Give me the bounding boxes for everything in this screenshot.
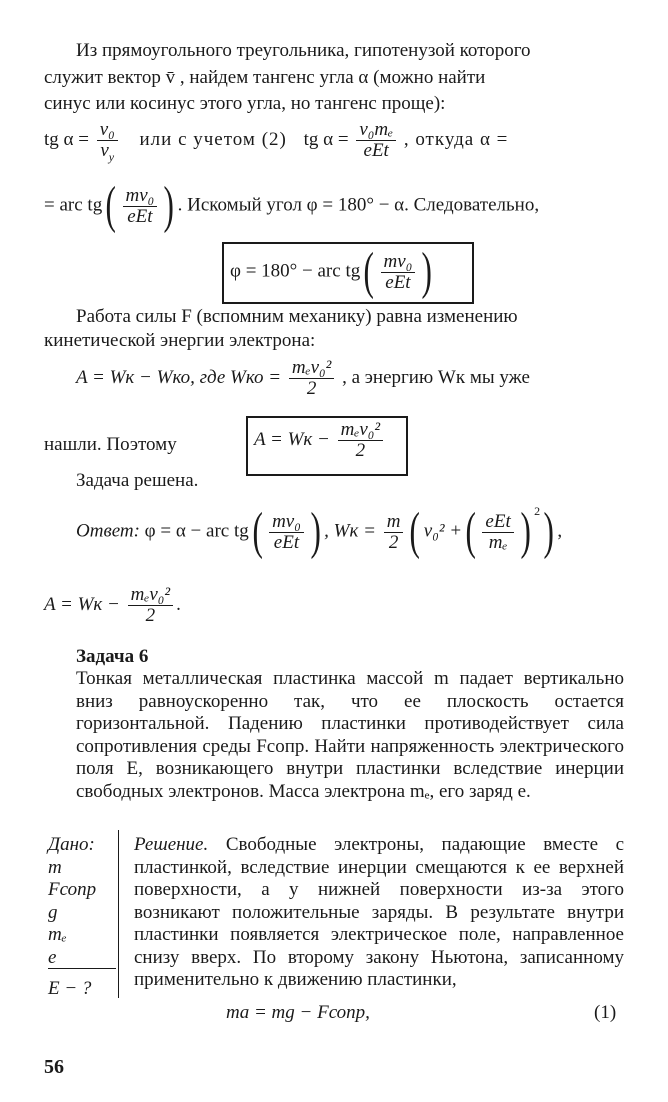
- given-separator: [118, 830, 119, 998]
- answer-den-2: 2: [384, 532, 404, 553]
- answer-end: ,: [557, 520, 563, 542]
- eq1-lhs-2: tg α =: [303, 128, 349, 150]
- boxed1-content: [230, 243, 436, 300]
- eq2-tail: . Искомый угол φ = 180° − α. Следовательно,: [177, 194, 540, 216]
- answer-fraction-2: [384, 512, 404, 553]
- given-item: mₑ: [48, 924, 67, 945]
- right-paren: ): [163, 177, 175, 234]
- equation-number: (1): [594, 1002, 617, 1023]
- answer-dot: .: [176, 593, 181, 615]
- eq4-content: [254, 420, 386, 461]
- left-paren: (: [363, 243, 375, 300]
- eq3-den: 2: [289, 378, 334, 399]
- given-item: m: [48, 856, 62, 878]
- solution-body: Свободные электроны, падающие вместе с пластинкой, вследствие инерции смещаются к ее верхней поверхности, а у нижней поверхности из-за этого возникают положительные заряды. В результате внутри пластинки появляется электрическое поле, направленное снизу вверх. По второму закону Ньютона, записанному применительно к движению пластинки,: [134, 834, 625, 990]
- answer-a: A = Wк −: [44, 593, 120, 615]
- eq3-lhs: A = Wк − Wко, где Wко =: [76, 366, 282, 388]
- work-line-1: Работа силы F (вспомним механику) равна изменению: [76, 306, 518, 327]
- eq1-fraction-2: [356, 120, 396, 161]
- eq4-fraction: [338, 420, 383, 461]
- eq3-num: mₑv₀²: [291, 357, 332, 378]
- eq4-lhs: A = Wк −: [254, 428, 330, 450]
- right-paren-big: ): [543, 503, 554, 560]
- right-paren: ): [421, 243, 433, 300]
- eq1-den-1: [97, 139, 118, 164]
- right-paren: ): [310, 503, 321, 560]
- task-solved-text: Задача решена.: [76, 470, 199, 491]
- solution-label: Решение.: [134, 834, 209, 855]
- given-item: Fсопр: [48, 879, 97, 900]
- answer-fraction-1: [269, 512, 304, 553]
- task-6-text: Тонкая металлическая пластинка массой m падает вертикально вниз равноускоренно так, что ее плоскость остается горизонтальной. Падению пластинки противодействует сила сопротивления среды Fсопр. Найти напряженность электрического поля E, возникающего внутри пластинки вследствие инерции свободных электронов. Масса электрона mₑ, его заряд e.: [76, 668, 624, 802]
- left-paren: (: [252, 503, 263, 560]
- solution-text: [134, 834, 624, 992]
- eq1-num-1: v₀: [99, 119, 115, 140]
- eq1-den-2: eEt: [356, 140, 396, 161]
- answer-fraction-3: [482, 512, 513, 553]
- eq1-lhs: tg α =: [44, 128, 89, 150]
- answer-den-3: mₑ: [482, 532, 513, 553]
- boxed1-num: mv₀: [383, 250, 413, 272]
- answer-num-2: m: [386, 510, 401, 532]
- answer-fraction-4: [128, 585, 173, 626]
- answer-label: Ответ:: [76, 520, 140, 542]
- given-item: e: [48, 946, 57, 968]
- eq1-mid-text: или с учетом (2): [139, 128, 287, 150]
- answer-work-line: [44, 585, 181, 626]
- boxed-angle-formula: [222, 242, 474, 304]
- answer-num-3: eEt: [485, 510, 511, 532]
- given-label: Дано:: [48, 834, 95, 855]
- eq1-num-2: v₀mₑ: [359, 119, 394, 140]
- given-divider: [48, 968, 116, 969]
- left-paren: (: [105, 177, 117, 234]
- equation-arctg: [44, 177, 540, 234]
- eq2-num: mv₀: [125, 184, 155, 206]
- work-line-2: кинетической энергии электрона:: [44, 330, 316, 351]
- eq4-den: 2: [338, 440, 383, 461]
- eq2-den: eEt: [123, 206, 158, 227]
- equation-tangent: [44, 119, 509, 164]
- answer-line: [76, 503, 563, 560]
- eq2-lhs: = arc tg: [44, 194, 103, 216]
- eq1-den-1-base: v: [100, 139, 109, 161]
- eq4-num: mₑv₀²: [340, 419, 381, 440]
- answer-den-1: eEt: [269, 532, 304, 553]
- eq3-fraction: [289, 358, 334, 399]
- eq2-fraction: [123, 186, 158, 227]
- answer-num-1: mv₀: [272, 510, 301, 532]
- boxed1-lhs: φ = 180° − arc tg: [230, 260, 361, 282]
- newton-equation: ma = mg − Fсопр,: [226, 1002, 370, 1023]
- eq3-tail: , а энергию Wк мы уже: [342, 366, 530, 388]
- given-block: [48, 834, 114, 969]
- given-find: E − ?: [48, 978, 92, 999]
- boxed1-den: eEt: [381, 272, 416, 293]
- eq1-fraction-1: [97, 119, 118, 164]
- answer-num-4: mₑv₀²: [130, 584, 171, 605]
- eq4-prefix: нашли. Поэтому: [44, 434, 177, 455]
- boxed1-fraction: [381, 252, 416, 293]
- intro-line-1: Из прямоугольного треугольника, гипотенузой которого: [76, 40, 531, 61]
- task-6-title: Задача 6: [76, 646, 149, 667]
- left-paren-big: (: [409, 503, 421, 560]
- eq1-tail: , откуда α =: [403, 128, 509, 150]
- left-paren-inner: (: [465, 503, 476, 560]
- equation-work: [76, 358, 530, 399]
- answer-w: , Wк =: [324, 520, 376, 542]
- intro-line-3: синус или косинус этого угла, но тангенс проще):: [44, 93, 446, 114]
- answer-den-4: 2: [128, 605, 173, 626]
- answer-phi: φ = α − arc tg: [144, 520, 249, 542]
- answer-square: 2: [534, 504, 541, 519]
- given-item: g: [48, 901, 58, 923]
- intro-line-2: служит вектор v̄ , найдем тангенс угла α (можно найти: [44, 67, 486, 88]
- answer-v: v₀² +: [423, 520, 463, 542]
- right-paren-inner: ): [520, 503, 531, 560]
- page-number: 56: [44, 1056, 64, 1078]
- boxed-work-formula: [246, 416, 408, 476]
- eq1-den-1-sub: y: [108, 149, 115, 164]
